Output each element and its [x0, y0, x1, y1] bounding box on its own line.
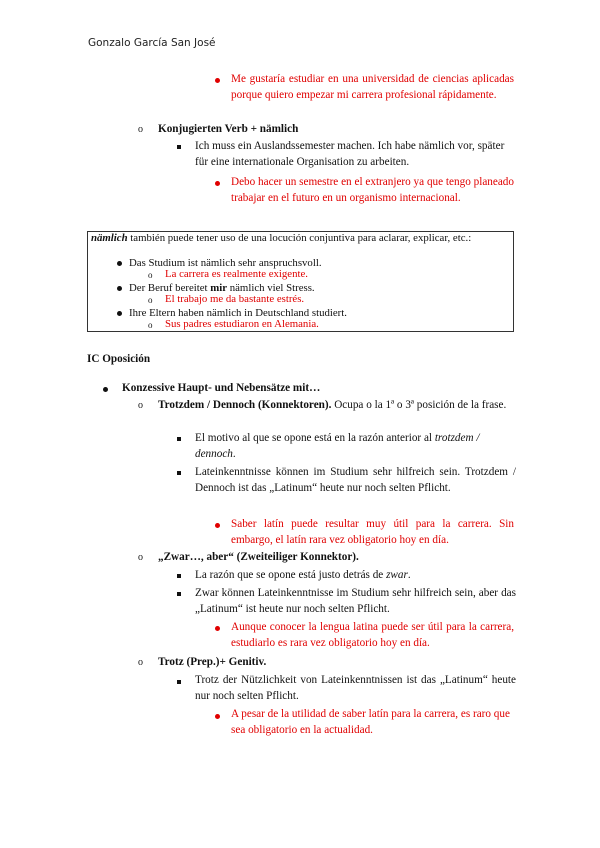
- square-bullet-icon: [177, 592, 181, 596]
- box-item-german: Ihre Eltern haben nämlich in Deutschland studiert.: [129, 307, 347, 319]
- trotz-heading: Trotz (Prep.)+ Genitiv.: [158, 656, 267, 668]
- box-intro: [91, 232, 509, 245]
- circle-bullet-icon: o: [148, 270, 153, 280]
- box-intro-rest: también puede tener uso de una locución conjuntiva para aclarar, explicar, etc.:: [127, 232, 472, 244]
- square-bullet-icon: [177, 471, 181, 475]
- section-title: IC Oposición: [87, 353, 151, 365]
- box-item-german: Der Beruf bereitet mir nämlich viel Stress.: [129, 282, 315, 294]
- spanish-translation: Debo hacer un semestre en el extranjero ya que tengo planeado trabajar en el futuro en un organismo internacional.: [231, 176, 514, 204]
- bullet-dot: [215, 523, 220, 528]
- trotzdem-heading: Trotzdem / Dennoch (Konnektoren). Ocupa o la 1ª o 3ª posición de la frase.: [158, 399, 507, 411]
- square-bullet-icon: [177, 145, 181, 149]
- square-bullet-icon: [177, 680, 181, 684]
- box-item-spanish: La carrera es realmente exigente.: [165, 268, 308, 280]
- spanish-translation: A pesar de la utilidad de saber latín para la carrera, es raro que sea obligatorio en la actualidad.: [231, 708, 510, 736]
- circle-bullet-icon: o: [138, 657, 143, 668]
- bullet-dot: [215, 626, 220, 631]
- circle-bullet-icon: o: [148, 295, 153, 305]
- bullet-dot: [215, 78, 220, 83]
- page-header-author: Gonzalo García San José: [88, 37, 216, 49]
- square-bullet-icon: [177, 574, 181, 578]
- subheading-naemlich: Konjugierten Verb + nämlich: [158, 123, 299, 135]
- box-item-spanish: Sus padres estudiaron en Alemania.: [165, 318, 319, 330]
- main-bullet: Konzessive Haupt- und Nebensätze mit…: [122, 382, 321, 394]
- spanish-translation: Aunque conocer la lengua latina puede ser útil para la carrera, estudiarlo es rara vez obligatorio hoy en día.: [231, 621, 514, 649]
- bullet-dot: [117, 286, 122, 291]
- zwar-heading: „Zwar…, aber“ (Zweiteiliger Konnektor).: [158, 551, 359, 563]
- bullet-dot: [215, 181, 220, 186]
- box-item-spanish: El trabajo me da bastante estrés.: [165, 293, 305, 305]
- german-example: Trotz der Nützlichkeit von Lateinkenntnissen ist das „Latinum“ heute nur noch selten Pflicht.: [195, 674, 516, 702]
- german-example: Lateinkenntnisse können im Studium sehr hilfreich sein. Trotzdem / Dennoch ist das „Latinum“ heute nur noch selten Pflicht.: [195, 466, 516, 494]
- spanish-translation: Me gustaría estudiar en una universidad de ciencias aplicadas porque quiero empezar mi carrera profesional rápidamente.: [231, 73, 514, 101]
- square-bullet-icon: [177, 437, 181, 441]
- german-example: Ich muss ein Auslandssemester machen. Ich habe nämlich vor, später für eine internationale Organisation zu arbeiten.: [195, 140, 505, 168]
- bullet-dot: [117, 261, 122, 266]
- circle-bullet-icon: o: [148, 320, 153, 330]
- spanish-translation: Saber latín puede resultar muy útil para la carrera. Sin embargo, el latín rara vez obligatorio hoy en día.: [231, 518, 514, 546]
- german-example: Zwar können Lateinkenntnisse im Studium sehr hilfreich sein, aber das „Latinum“ ist heute nur noch selten Pflicht.: [195, 587, 516, 615]
- circle-bullet-icon: o: [138, 124, 143, 135]
- bullet-dot: [117, 311, 122, 316]
- circle-bullet-icon: o: [138, 552, 143, 563]
- circle-bullet-icon: o: [138, 400, 143, 411]
- trotzdem-note: El motivo al que se opone está en la razón anterior al trotzdem / dennoch.: [195, 432, 480, 460]
- zwar-note: La razón que se opone está justo detrás de zwar.: [195, 569, 411, 581]
- box-item-german: Das Studium ist nämlich sehr anspruchsvoll.: [129, 257, 322, 269]
- bullet-dot: [215, 714, 220, 719]
- bullet-dot: [103, 387, 108, 392]
- box-intro-bold: nämlich: [91, 232, 128, 244]
